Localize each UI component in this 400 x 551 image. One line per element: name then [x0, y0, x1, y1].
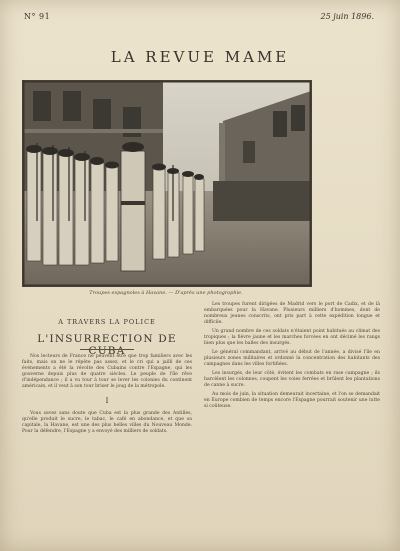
paragraph: Au mois de juin, la situation demeurait incertaine, et l'on se demandait en Europe combien de temps encore l'Espagne pourrait soutenir une lutte si coûteuse.	[204, 392, 380, 409]
paragraph: Vous savez sans doute que Cuba est la plus grande des Antilles, qu'elle produit le sucre, le tabac, le café en abondance, et que sa capitale, la Havane, est une des plus belles villes du Nouveau Monde. Pour la défendre, l'Espagne y a envoyé des milliers de soldats.	[22, 411, 192, 434]
paragraph: Nos lecteurs de France ne peuvent être que trop familiers avec les faits, mais on ne le répète pas assez, et le cri qui a jailli de ces événements a été la révolte des Cubains contre l'Espagne, qui les gouverne depuis plus de quatre siècles. Le peuple de l'île rêve d'indépendance ; il a vu tour à tour se lever les colonies du continent américain, et il veut à son tour briser le joug de la métropole.	[22, 354, 192, 389]
paragraph: Les insurgés, de leur côté, évitent les combats en rase campagne ; ils harcèlent les colonnes, coupent les voies ferrées et brûlent les plantations de canne à sucre.	[204, 371, 380, 388]
right-column	[204, 302, 380, 413]
photograph-soldiers-havana	[22, 80, 312, 287]
paragraph: Le général commandant, arrivé au début de l'année, a divisé l'île en plusieurs zones militaires et ordonné la concentration des habitants des campagnes dans les villes fortifiées.	[204, 350, 380, 367]
article-kicker: A TRAVERS LA POLICE	[58, 318, 156, 326]
page-header	[0, 12, 400, 26]
photograph-illustration	[23, 81, 311, 286]
title-divider	[80, 349, 134, 350]
article-title: L'INSURRECTION DE CUBA	[37, 333, 177, 357]
paragraph: Les troupes furent dirigées de Madrid vers le port de Cadix, et de là embarquées pour la Havane. Plusieurs milliers d'hommes, dont de nombreux jeunes conscrits, ont pris part à cette expédition longue et difficile.	[204, 302, 380, 325]
issue-number: N° 91	[24, 12, 51, 21]
masthead: LA REVUE MAME	[110, 48, 290, 66]
issue-date: 25 juin 1896.	[320, 12, 374, 21]
photo-caption: Troupes espagnoles à Havane. — D'après une photographie.	[89, 290, 243, 296]
paragraph: Un grand nombre de ces soldats n'étaient point habitués au climat des tropiques ; la fièvre jaune et les marches forcées en ont décimé les rangs bien plus que les balles des insurgés.	[204, 329, 380, 346]
section-number: I	[105, 397, 109, 405]
left-column	[22, 354, 192, 438]
